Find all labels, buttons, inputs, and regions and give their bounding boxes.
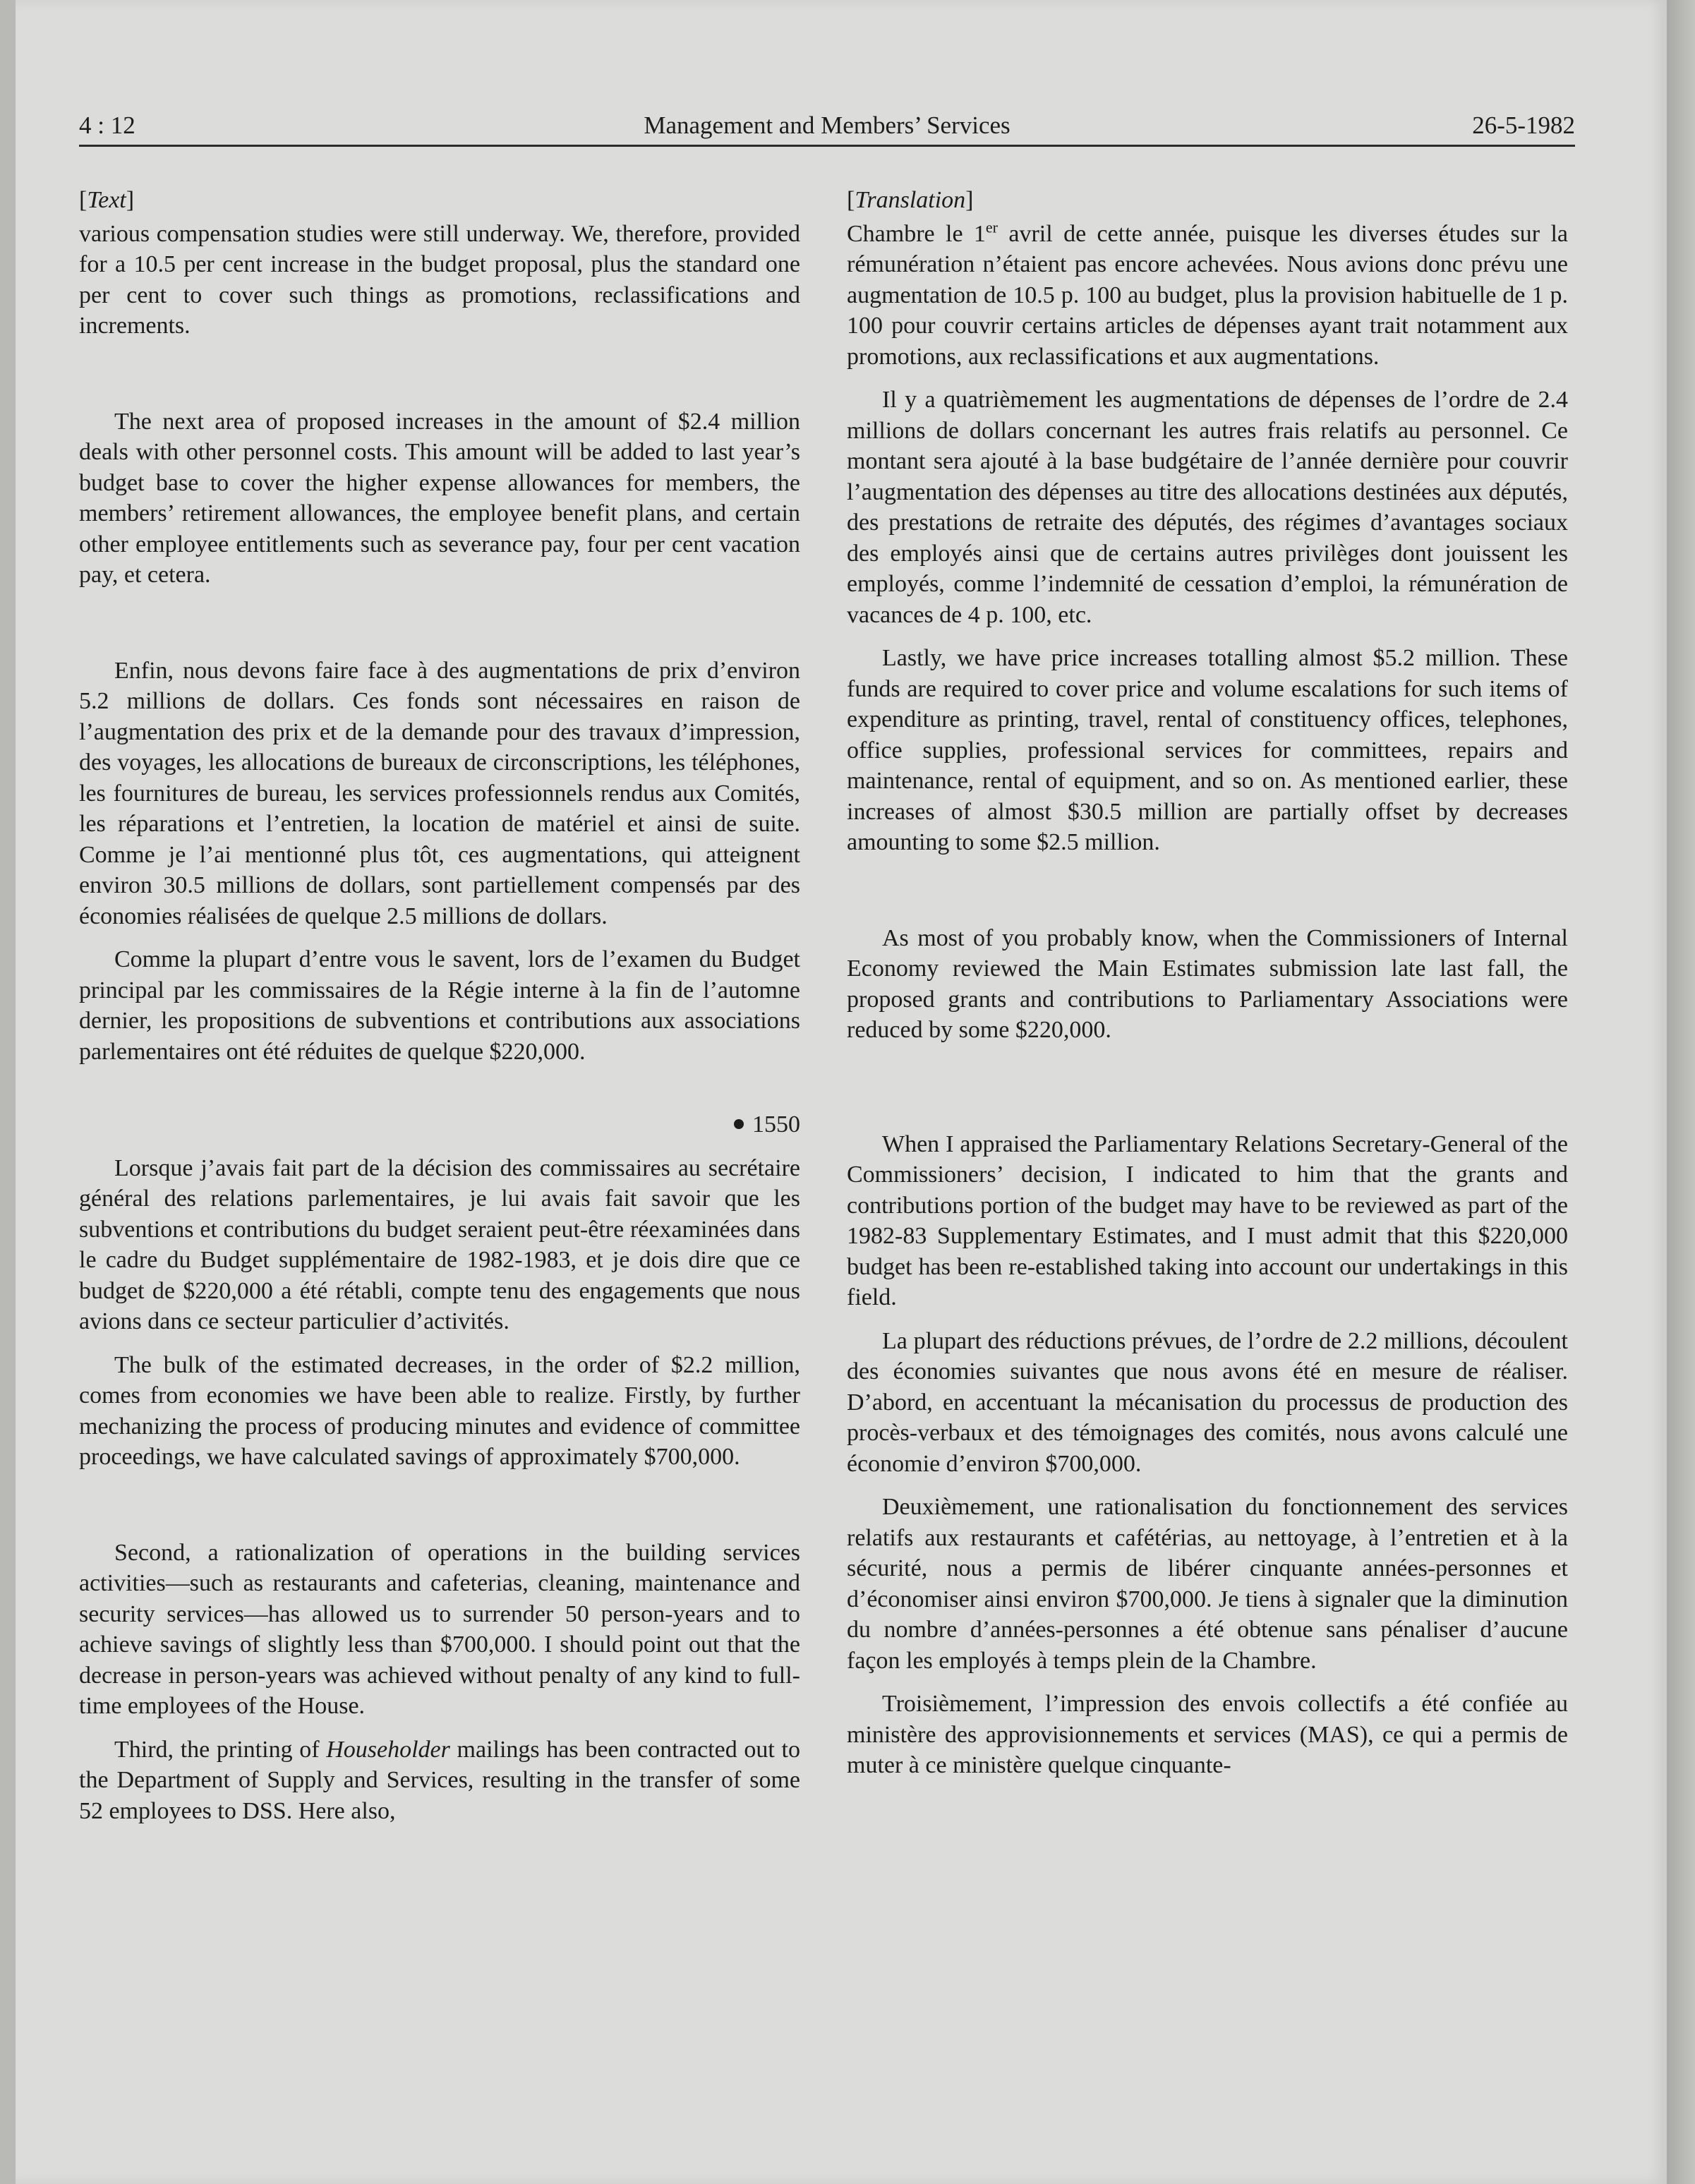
paragraph: Il y a quatrièmement les augmentations de dépenses de l’ordre de 2.4 millions de dollars concernant les autres frais relatifs au personnel. Ce montant sera ajouté à la base budgétaire de l’année dernière pour couvrir l’augmentation des dépenses au titre des allocations destinées aux députés, des prestations de retraite des députés, des régimes d’avantages sociaux des employés ainsi que de certains autres privilèges dont jouissent les employés, comme l’indemnité de cessation d’emploi, la rémunération de vacances de 4 p. 100, etc. — [847, 387, 1568, 628]
paragraph: Comme la plupart d’entre vous le savent, lors de l’examen du Budget principal par les commissaires de la Régie interne à la fin de l’automne dernier, les propositions de subventions et contributions aux associations parlementaires ont été réduites de quelque $220,000. — [79, 946, 800, 1065]
paragraph: Enfin, nous devons faire face à des augmentations de prix d’environ 5.2 millions de dollars. Ces fonds sont nécessaires en raison de l’augmentation des prix et de la demande pour des travaux d’impression, des voyages, les allocations de bureaux de circonscriptions, les téléphones, les fournitures de bureau, les services professionnels rendus aux Comités, les réparations et l’entretien, la location de matériel et ainsi de suite. Comme je l’ai mentionné plus tôt, ces augmentations, qui atteignent environ 30.5 millions de dollars, sont partiellement compensés par des économies réalisées de quelque 2.5 millions de dollars. — [79, 657, 800, 929]
paragraph: Troisièmement, l’impression des envois collectifs a été confiée au ministère des approvisionnements et services (MAS), ce qui a permis de muter à ce ministère quelque cinquante- — [847, 1691, 1568, 1778]
paragraph: Deuxièmement, une rationalisation du fonctionnement des services relatifs aux restaurants et cafétérias, au nettoyage, à l’entretien et à la sécurité, nous a permis de libérer cinquante années-personnes et d’économiser ainsi environ $700,000. Je tiens à signaler que la diminution du nombre d’années-personnes a été obtenue sans pénaliser d’aucune façon les employés à temps plein de la Chambre. — [847, 1494, 1568, 1674]
paragraph: Lorsque j’avais fait part de la décision des commissaires au secrétaire général des relations parlementaires, je lui avais fait savoir que les subventions et contributions du budget seraient peut-être réexaminées dans le cadre du Budget supplémentaire de 1982-1983, et je dois dire que ce budget de $220,000 a été rétabli, compte tenu des engagements que nous avions dans ce secteur particulier d’activités. — [79, 1154, 800, 1334]
bullet-icon — [734, 1119, 744, 1129]
paragraph: Second, a rationalization of operations in the building services activities—such as restaurants and cafeterias, cleaning, maintenance and security services—has allowed us to surrender 50 person-years and to achieve savings of slightly less than $700,000. I should point out that the decrease in person-years was achieved without penalty of any kind to full-time employees of the House. — [79, 1539, 800, 1719]
emphasis: Householder — [326, 1736, 450, 1763]
page-header — [79, 106, 1575, 148]
header-rule — [79, 145, 1575, 147]
paragraph: La plupart des réductions prévues, de l’ordre de 2.2 millions, découlent des économies suivantes que nous avons été en mesure de réaliser. D’abord, en accentuant la mécanisation du processus de production des procès-verbaux et des témoignages des comités, nous avons calculé une économie d’environ $700,000. — [847, 1327, 1568, 1477]
paragraph: various compensation studies were still underway. We, therefore, provided for a 10.5 per cent increase in the budget proposal, plus the standard one per cent to cover such things as promotions, reclassifications and increments. — [79, 220, 800, 339]
page-date: 26-5-1982 — [1472, 111, 1575, 139]
paragraph: As most of you probably know, when the Commissioners of Internal Economy reviewed the Main Estimates submission late last fall, the proposed grants and contributions to Parliamentary Associations were reduced by some $220,000. — [847, 924, 1568, 1043]
paragraph: When I appraised the Parliamentary Relations Secretary-General of the Commissioners’ decision, I indicated to him that the grants and contributions portion of the budget may have to be reviewed as part of the 1982-83 Supplementary Estimates, and I must admit that this $220,000 budget has been re-established taking into account our undertakings in this field. — [847, 1130, 1568, 1310]
paragraph: The next area of proposed increases in the amount of $2.4 million deals with other personnel costs. This amount will be added to last year’s budget base to cover the higher expense allowances for members, the members’ retirement allowances, the employee benefit plans, and certain other employee entitlements such as severance pay, four per cent vacation pay, et cetera. — [79, 408, 800, 588]
time-marker: 1550 — [79, 1109, 800, 1140]
paragraph: Chambre le 1er avril de cette année, puisque les diverses études sur la rémunération n’étaient pas encore achevées. Nous avions donc prévu une augmentation de 10.5 p. 100 au budget, plus la provision habituelle de 1 p. 100 pour couvrir certains articles de dépenses ayant trait notamment aux promotions, aux reclassifications et aux augmentations. — [847, 218, 1568, 370]
column-label: [Text] — [79, 187, 135, 213]
right-column — [847, 185, 1568, 1781]
column-label: [Translation] — [847, 187, 974, 213]
paragraph: Lastly, we have price increases totalling almost $5.2 million. These funds are required to cover price and volume escalations for such items of expenditure as printing, travel, rental of constituency offices, telephones, office supplies, professional services for committees, repairs and maintenance, rental of equipment, and so on. As mentioned earlier, these increases of almost $30.5 million are partially offset by decreases amounting to some $2.5 million. — [847, 645, 1568, 855]
page-edge — [1667, 0, 1695, 2184]
left-column — [79, 185, 800, 1826]
paragraph: Third, the printing of Householder mailings has been contracted out to the Department of Supply and Services, resulting in the transfer of some 52 employees to DSS. Here also, — [79, 1736, 800, 1824]
page-number: 4 : 12 — [79, 111, 135, 139]
paragraph: The bulk of the estimated decreases, in the order of $2.2 million, comes from economies we have been able to realize. Firstly, by further mechanizing the process of producing minutes and evidence of committee proceedings, we have calculated savings of approximately $700,000. — [79, 1351, 800, 1470]
running-title: Management and Members’ Services — [644, 111, 1011, 139]
